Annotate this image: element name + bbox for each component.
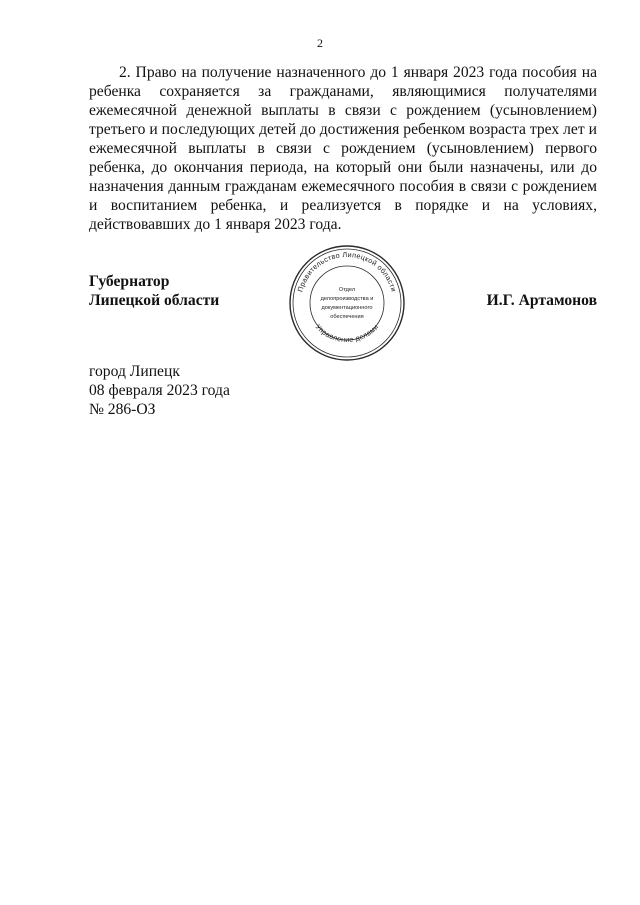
seal-bottom-text: Управление делами bbox=[313, 322, 381, 345]
svg-text:Управление делами bbox=[314, 322, 380, 344]
footer-law-number: № 286-ОЗ bbox=[89, 401, 156, 418]
seal-center-line-1: Отдел bbox=[338, 287, 356, 293]
page-number: 2 bbox=[317, 36, 323, 50]
footer-date: 08 февраля 2023 года bbox=[89, 382, 230, 399]
body-paragraph: 2. Право на получение назначенного до 1 января 2023 года пособия на ребенка сохраняется за гражданами, являющимися получателями ежемесячной денежной выплаты в связи с рождением (усыновлением) третьего и последующих детей до достижения ребенком возраста трех лет и ежемесячной выплаты в связи с рождением (усыновлением) первого ребенка, до окончания периода, на который они были назначены, или до назначения данным гражданам ежемесячного пособия в связи с рождением и воспитанием ребенка, и реализуется в порядке и на условиях, действовавших до 1 января 2023 года. bbox=[89, 64, 597, 233]
seal-center-line-3: документационного bbox=[321, 305, 373, 311]
seal-center-line-2: делопроизводства и bbox=[320, 296, 374, 302]
seal-center-line-4: обеспечения bbox=[330, 314, 364, 320]
signer-title-line-2: Липецкой области bbox=[89, 292, 220, 309]
signer-title bbox=[89, 272, 219, 310]
signer-title-line-1: Губернатор bbox=[89, 273, 170, 290]
document-footer bbox=[89, 362, 230, 419]
official-seal-icon bbox=[288, 244, 406, 362]
footer-city: город Липецк bbox=[89, 363, 180, 380]
signer-name: И.Г. Артамонов bbox=[486, 292, 597, 309]
seal-outer-text: Правительство Липецкой области bbox=[295, 249, 399, 293]
